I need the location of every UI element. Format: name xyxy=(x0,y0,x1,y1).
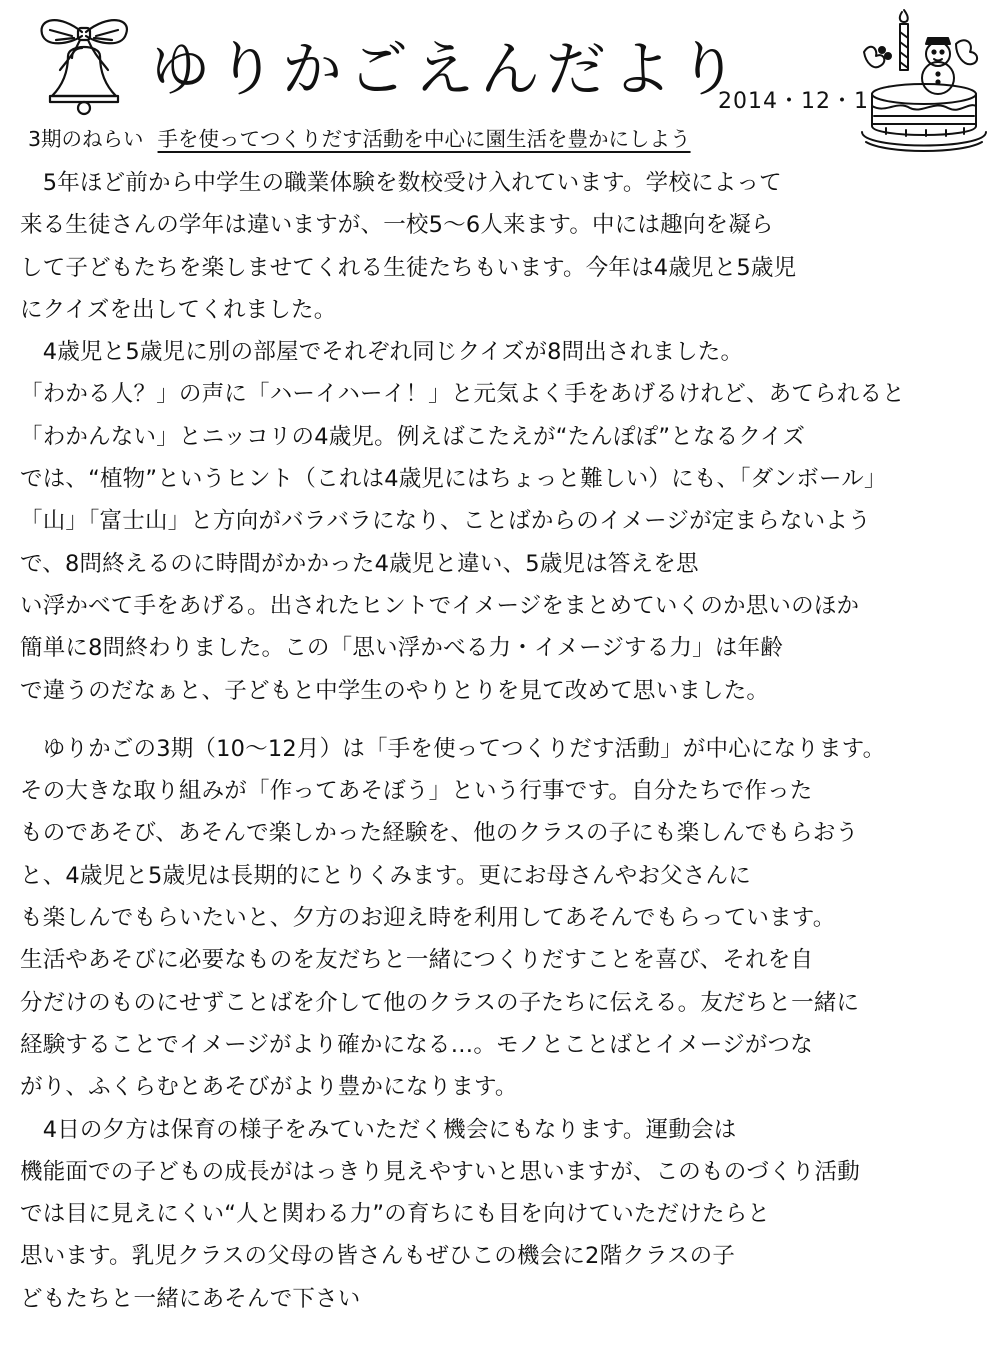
term-goal xyxy=(28,122,691,152)
term-goal-text: 手を使ってつくりだす活動を中心に園生活を豊かにしよう xyxy=(157,127,691,151)
text-line: 分だけのものにせずことばを介して他のクラスの子たちに伝える。友だちと一緒に xyxy=(20,989,860,1016)
text-line: 思います。乳児クラスの父母の皆さんもぜひこの機会に2階クラスの子 xyxy=(20,1243,736,1270)
newsletter-title: ゆりかごえんだより xyxy=(150,35,744,105)
paragraph-gap xyxy=(20,712,988,728)
text-line: 簡単に8問終わりました。この「思い浮かべる力・イメージする力」は年齢 xyxy=(20,635,783,662)
text-line: 来る生徒さんの学年は違いますが、一校5〜6人来ます。中には趣向を凝ら xyxy=(20,212,774,239)
text-line: にクイズを出してくれました。 xyxy=(20,296,337,323)
text-line: 経験することでイメージがより確かになる…。モノとことばとイメージがつな xyxy=(20,1031,813,1058)
text-line: 5年ほど前から中学生の職業体験を数校受け入れています。学校によって xyxy=(20,170,782,196)
text-line: ものであそび、あそんで楽しかった経験を、他のクラスの子にも楽しんでもらおう xyxy=(20,820,859,847)
text-line: して子どもたちを楽しませてくれる生徒たちもいます。今年は4歳児と5歳児 xyxy=(20,254,797,281)
text-line: で違うのだなぁと、子どもと中学生のやりとりを見て改めて思いました。 xyxy=(20,677,770,704)
text-line: と、4歳児と5歳児は長期的にとりくみます。更にお母さんやお父さんに xyxy=(20,862,751,889)
text-line: 「山」「富士山」と方向がバラバラになり、ことばからのイメージが定まらないよう xyxy=(20,508,871,535)
paragraph xyxy=(20,331,988,712)
text-line: も楽しんでもらいたいと、夕方のお迎え時を利用してあそんでもらっています。 xyxy=(20,905,836,932)
text-line: で、8問終えるのに時間がかかった4歳児と違い、5歳児は答えを思 xyxy=(20,550,699,577)
bell-icon xyxy=(20,10,150,120)
text-line: どもたちと一緒にあそんで下さい xyxy=(20,1285,361,1312)
text-line: では、“植物”というヒント（これは4歳児にはちょっと難しい）にも、「ダンボール」 xyxy=(20,466,887,493)
term-goal-label: 3期のねらい xyxy=(28,127,144,151)
text-line: その大きな取り組みが「作ってあそぼう」という行事です。自分たちで作った xyxy=(20,778,813,805)
article-body xyxy=(20,162,988,1320)
cake-icon xyxy=(856,4,994,156)
text-line: ゆりかごの3期（10〜12月）は「手を使ってつくりだす活動」が中心になります。 xyxy=(20,735,886,762)
text-line: 「わかんない」とニッコリの4歳児。例えばこたえが“たんぽぽ”となるクイズ xyxy=(20,423,806,450)
issue-date: 2014・12・1 xyxy=(718,89,869,114)
paragraph xyxy=(20,728,988,1320)
text-line: 機能面での子どもの成長がはっきり見えやすいと思いますが、このものづくり活動 xyxy=(20,1158,860,1185)
text-line: 4歳児と5歳児に別の部屋でそれぞれ同じクイズが8問出されました。 xyxy=(20,339,744,366)
text-line: 生活やあそびに必要なものを友だちと一緒につくりだすことを喜び、それを自 xyxy=(20,947,814,974)
text-line: 「わかる人？」の声に「ハーイハーイ！」と元気よく手をあげるけれど、あてられると xyxy=(20,381,905,408)
text-line: 4日の夕方は保育の様子をみていただく機会にもなります。運動会は xyxy=(20,1116,737,1143)
text-line: では目に見えにくい“人と関わる力”の育ちにも目を向けていただけたらと xyxy=(20,1201,771,1228)
paragraph xyxy=(20,162,988,331)
text-line: がり、ふくらむとあそびがより豊かになります。 xyxy=(20,1074,518,1101)
text-line: い浮かべて手をあげる。出されたヒントでイメージをまとめていくのか思いのほか xyxy=(20,592,860,619)
